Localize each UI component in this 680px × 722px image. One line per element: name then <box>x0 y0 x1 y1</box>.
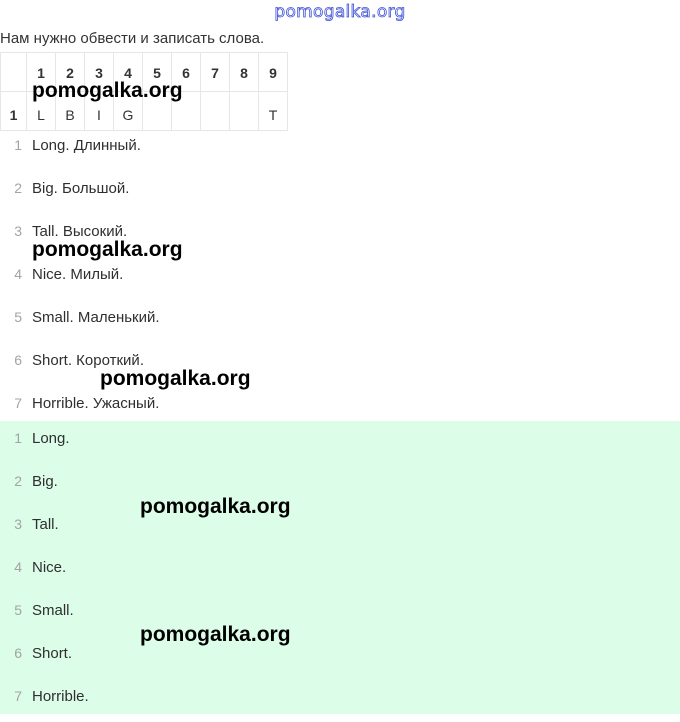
item-number: 5 <box>14 602 22 618</box>
item-number: 1 <box>14 137 22 153</box>
item-number: 6 <box>14 645 22 661</box>
item-number: 2 <box>14 180 22 196</box>
item-text: Horrible. Ужасный. <box>32 395 160 412</box>
watermark: pomogalka.org <box>140 623 291 646</box>
item-text: Short. Короткий. <box>32 352 144 369</box>
item-number: 2 <box>14 473 22 489</box>
item-number: 4 <box>14 559 22 575</box>
item-text: Nice. <box>32 559 67 576</box>
task-instruction: Нам нужно обвести и записать слова. <box>0 30 265 47</box>
item-text: Nice. Милый. <box>32 266 124 283</box>
list-item <box>0 168 680 211</box>
grid-row-label: 1 <box>1 92 27 131</box>
watermark: pomogalka.org <box>32 238 183 261</box>
site-header <box>0 0 680 26</box>
list-item <box>0 550 680 593</box>
item-number: 3 <box>14 516 22 532</box>
list-item <box>0 507 680 550</box>
list-item <box>0 421 680 464</box>
item-text: Tall. Высокий. <box>32 223 128 240</box>
site-logo-link[interactable]: pomogalka.org <box>274 2 406 22</box>
grid-column-header: 3 <box>85 53 114 92</box>
grid-column-header: 5 <box>143 53 172 92</box>
grid-column-header: 1 <box>27 53 56 92</box>
watermark: pomogalka.org <box>32 79 183 102</box>
item-number: 7 <box>14 688 22 704</box>
item-text: Short. <box>32 645 73 662</box>
list-item <box>0 125 680 168</box>
item-text: Small. <box>32 602 74 619</box>
grid-cell: B <box>56 92 85 131</box>
grid-cell: T <box>259 92 288 131</box>
grid-column-header: 4 <box>114 53 143 92</box>
item-text: Long. <box>32 430 70 447</box>
grid-cell: L <box>27 92 56 131</box>
item-text: Horrible. <box>32 688 89 705</box>
item-number: 4 <box>14 266 22 282</box>
item-number: 5 <box>14 309 22 325</box>
list-item <box>0 464 680 507</box>
item-text: Big. <box>32 473 58 490</box>
grid-column-header: 8 <box>230 53 259 92</box>
grid-cell: I <box>85 92 114 131</box>
watermark: pomogalka.org <box>140 495 291 518</box>
item-number: 7 <box>14 395 22 411</box>
grid-corner-cell <box>1 53 27 92</box>
item-text: Small. Маленький. <box>32 309 160 326</box>
list-item <box>0 636 680 679</box>
grid-column-header: 6 <box>172 53 201 92</box>
item-text: Long. Длинный. <box>32 137 141 154</box>
grid-cell: G <box>114 92 143 131</box>
list-item <box>0 297 680 340</box>
item-number: 3 <box>14 223 22 239</box>
answer-block <box>0 421 680 714</box>
watermark: pomogalka.org <box>100 367 251 390</box>
grid-column-header: 2 <box>56 53 85 92</box>
item-text: Big. Большой. <box>32 180 130 197</box>
grid-column-header: 9 <box>259 53 288 92</box>
list-item <box>0 679 680 722</box>
item-text: Tall. <box>32 516 59 533</box>
grid-column-header: 7 <box>201 53 230 92</box>
item-number: 1 <box>14 430 22 446</box>
list-item <box>0 593 680 636</box>
item-number: 6 <box>14 352 22 368</box>
